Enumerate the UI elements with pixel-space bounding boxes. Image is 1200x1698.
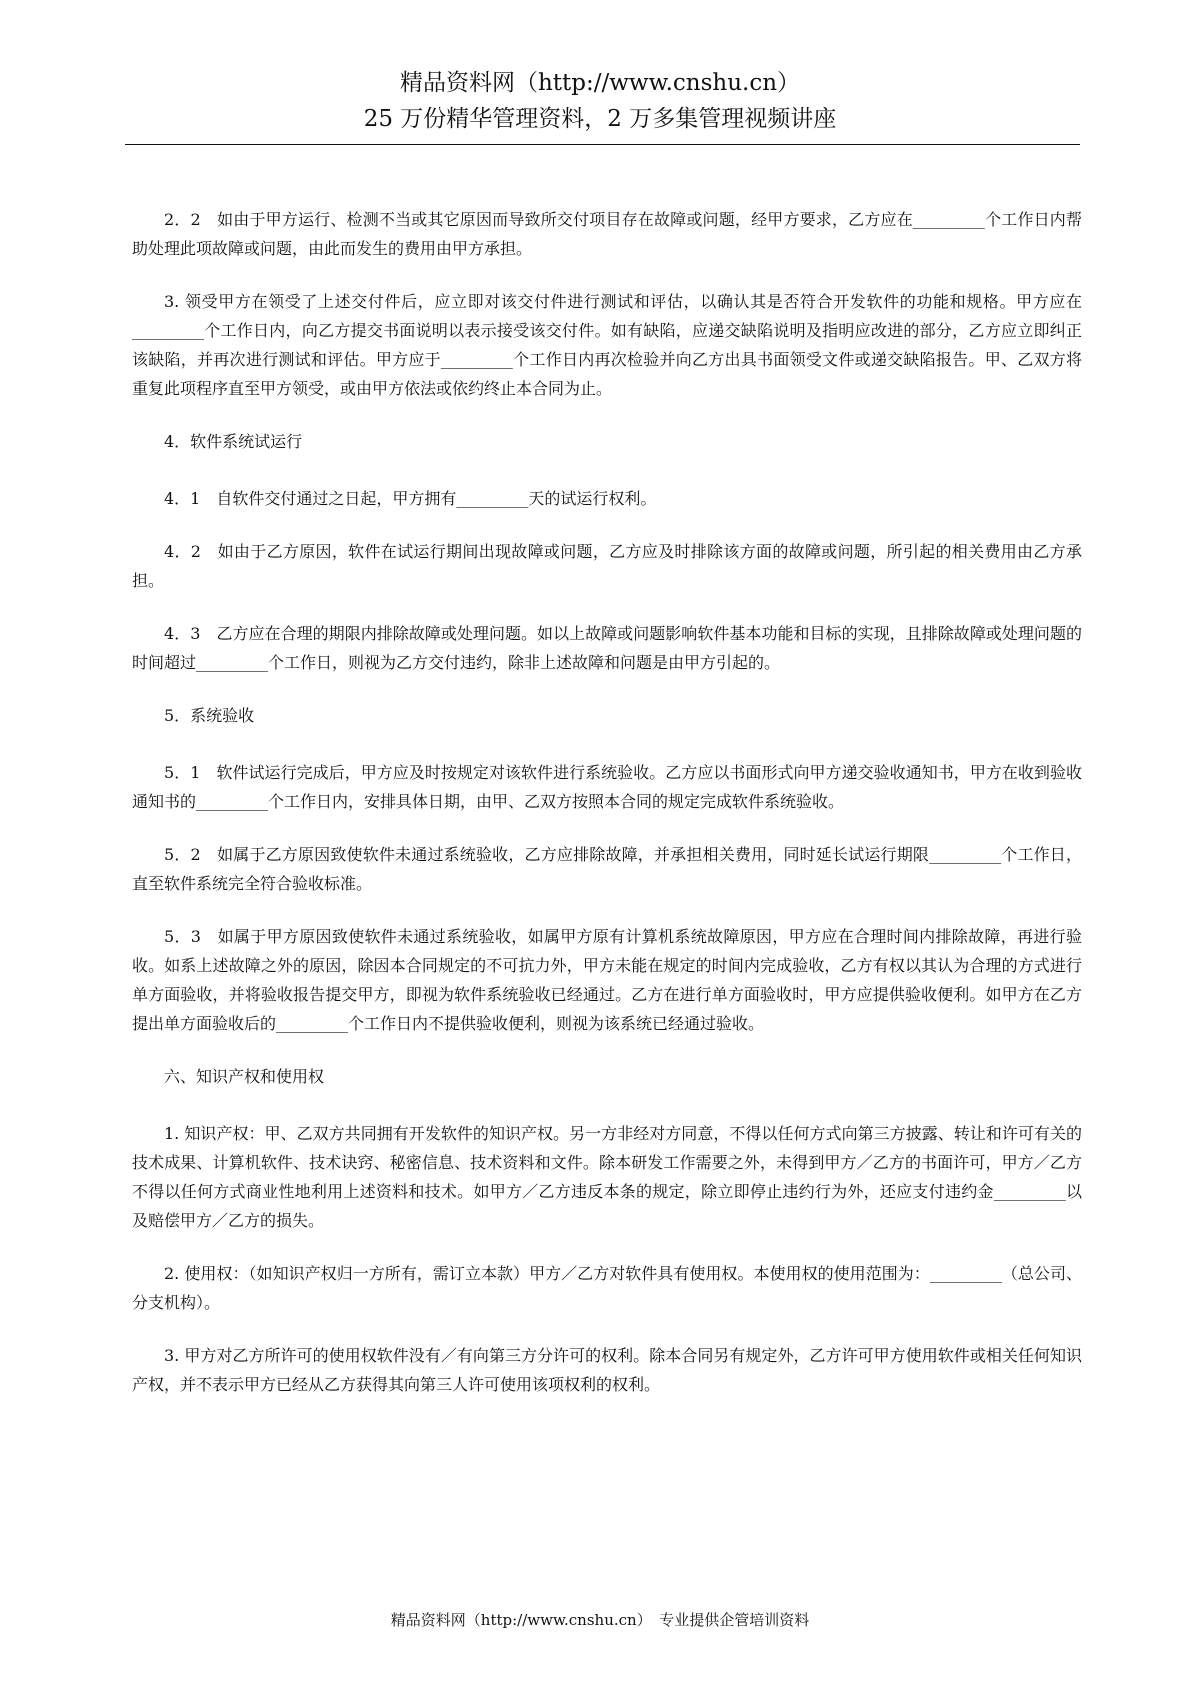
section-6-heading: 六、知识产权和使用权 xyxy=(164,1067,325,1086)
clause-6-2: 2. 使用权：（如知识产权归一方所有，需订立本款）甲方／乙方对软件具有使用权。本使用权的使用范围为：_________（总公司、分支机构）。 xyxy=(132,1264,1082,1312)
section-5-heading: 5．系统验收 xyxy=(164,706,255,725)
clause-4-1: 4．1 自软件交付通过之日起，甲方拥有_________天的试运行权利。 xyxy=(164,489,657,508)
header-divider xyxy=(125,144,1080,145)
section-4-heading: 4．软件系统试运行 xyxy=(164,432,303,451)
header-tagline: 25 万份精华管理资料，2 万多集管理视频讲座 xyxy=(363,106,837,132)
page-footer: 精品资料网（http://www.cnshu.cn） 专业提供企管培训资料 xyxy=(390,1611,810,1629)
clause-5-2: 5．2 如属于乙方原因致使软件未通过系统验收，乙方应排除故障，并承担相关费用，同时延长试运行期限_________个工作日，直至软件系统完全符合验收标准。 xyxy=(132,845,1082,893)
document-body xyxy=(132,205,1082,1423)
clause-5-3: 5．3 如属于甲方原因致使软件未通过系统验收，如属甲方原有计算机系统故障原因，甲方应在合理时间内排除故障，再进行验收。如系上述故障之外的原因，除因本合同规定的不可抗力外，甲方未能在规定的时间内完成验收，乙方有权以其认为合理的方式进行单方面验收，并将验收报告提交甲方，即视为软件系统验收已经通过。乙方在进行单方面验收时，甲方应提供验收便利。如甲方在乙方提出单方面验收后的_________个工作日内不提供验收便利，则视为该系统已经通过验收。 xyxy=(132,927,1082,1033)
header-site-title: 精品资料网（http://www.cnshu.cn） xyxy=(399,70,801,96)
clause-6-3: 3. 甲方对乙方所许可的使用权软件没有／有向第三方分许可的权利。除本合同另有规定外，乙方许可甲方使用软件或相关任何知识产权，并不表示甲方已经从乙方获得其向第三人许可使用该项权利的权利。 xyxy=(132,1346,1082,1394)
clause-3-acceptance: 3. 领受甲方在领受了上述交付件后，应立即对该交付件进行测试和评估，以确认其是否符合开发软件的功能和规格。甲方应在_________个工作日内，向乙方提交书面说明以表示接受该交付件。如有缺陷，应递交缺陷说明及指明应改进的部分，乙方应立即纠正该缺陷，并再次进行测试和评估。甲方应于_________个工作日内再次检验并向乙方出具书面领受文件或递交缺陷报告。甲、乙双方将重复此项程序直至甲方领受，或由甲方依法或依约终止本合同为止。 xyxy=(132,292,1082,398)
clause-5-1: 5．1 软件试运行完成后，甲方应及时按规定对该软件进行系统验收。乙方应以书面形式向甲方递交验收通知书，甲方在收到验收通知书的_________个工作日内，安排具体日期，由甲、乙双方按照本合同的规定完成软件系统验收。 xyxy=(132,763,1082,811)
clause-4-3: 4．3 乙方应在合理的期限内排除故障或处理问题。如以上故障或问题影响软件基本功能和目标的实现，且排除故障或处理问题的时间超过_________个工作日，则视为乙方交付违约，除非上述故障和问题是由甲方引起的。 xyxy=(132,624,1082,672)
clause-6-1: 1. 知识产权：甲、乙双方共同拥有开发软件的知识产权。另一方非经对方同意，不得以任何方式向第三方披露、转让和许可有关的技术成果、计算机软件、技术诀窍、秘密信息、技术资料和文件。除本研发工作需要之外，未得到甲方／乙方的书面许可，甲方／乙方不得以任何方式商业性地利用上述资料和技术。如甲方／乙方违反本条的规定，除立即停止违约行为外，还应支付违约金_________以及赔偿甲方／乙方的损失。 xyxy=(132,1124,1082,1230)
clause-2-2: 2．2 如由于甲方运行、检测不当或其它原因而导致所交付项目存在故障或问题，经甲方要求，乙方应在_________个工作日内帮助处理此项故障或问题，由此而发生的费用由甲方承担。 xyxy=(132,210,1082,258)
clause-4-2: 4．2 如由于乙方原因，软件在试运行期间出现故障或问题，乙方应及时排除该方面的故障或问题，所引起的相关费用由乙方承担。 xyxy=(132,542,1082,590)
